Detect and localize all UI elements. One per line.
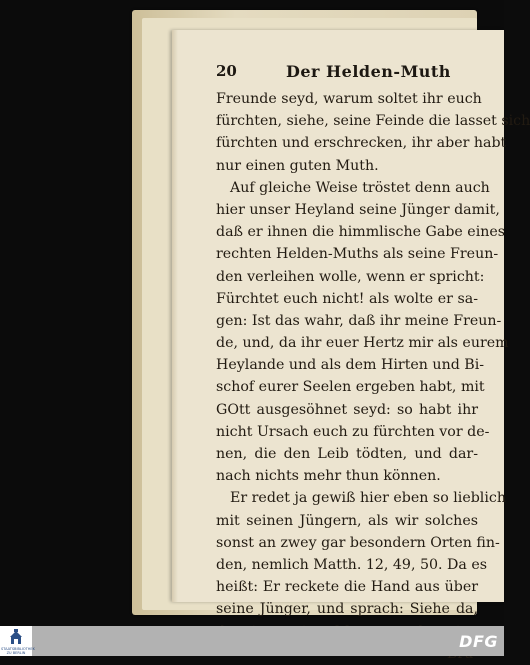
text-line: Freunde seyd, warum soltet ihr euch: [216, 91, 482, 107]
text-line: nach nichts mehr thun können.: [216, 468, 441, 485]
text-line: seine Jünger, und sprach: Siehe da,: [216, 601, 478, 618]
dfg-logo[interactable]: DFG: [459, 632, 498, 651]
text-line: Auf gleiche Weise tröstet denn auch: [230, 179, 490, 196]
library-emblem-icon: [8, 628, 24, 646]
text-line: Er redet ja gewiß hier eben so lieblich: [230, 490, 506, 507]
text-line: heißt: Er reckete die Hand aus über: [216, 579, 478, 596]
text-line: nicht Ursach euch zu fürchten vor de-: [216, 423, 490, 440]
page-header: [216, 62, 476, 86]
text-line: rechten Helden-Muths als seine Freun-: [216, 246, 499, 263]
page-number: 20: [216, 62, 237, 80]
viewer-footer: [0, 626, 504, 656]
running-title: Der Helden-Muth: [286, 62, 451, 81]
text-line: nen, die den Leib tödten, und dar-: [216, 446, 478, 462]
text-line: de, und, da ihr euer Hertz mir als eurem: [216, 335, 509, 352]
text-line: daß er ihnen die himmlische Gabe eines: [216, 224, 506, 241]
text-line: nur einen guten Muth.: [216, 157, 379, 174]
library-logo[interactable]: [0, 626, 35, 656]
text-line: Fürchtet euch nicht! als wolte er sa-: [216, 290, 478, 307]
text-line: GOtt ausgesöhnet seyd: so habt ihr: [216, 401, 478, 418]
text-line: den, nemlich Matth. 12, 49, 50. Da es: [216, 556, 488, 573]
library-logo-text: STAATSBIBLIOTHEK ZU BERLIN: [1, 647, 35, 655]
text-line: den verleihen wolle, wenn er spricht:: [216, 268, 485, 285]
text-line: gen: Ist das wahr, daß ihr meine Freun-: [216, 312, 502, 329]
text-line: fürchten, siehe, seine Feinde die lasset sich: [216, 113, 530, 130]
text-line: schof eurer Seelen ergeben habt, mit: [216, 379, 485, 396]
text-line: sonst an zwey gar besondern Orten fin-: [216, 534, 500, 551]
text-line: fürchten und erschrecken, ihr aber habt: [216, 135, 507, 152]
text-line: hier unser Heyland seine Jünger damit,: [216, 201, 500, 218]
page-gutter: [172, 30, 178, 602]
text-line: mit seinen Jüngern, als wir solches: [216, 512, 478, 529]
text-line: Heylande und als dem Hirten und Bi-: [216, 357, 485, 374]
